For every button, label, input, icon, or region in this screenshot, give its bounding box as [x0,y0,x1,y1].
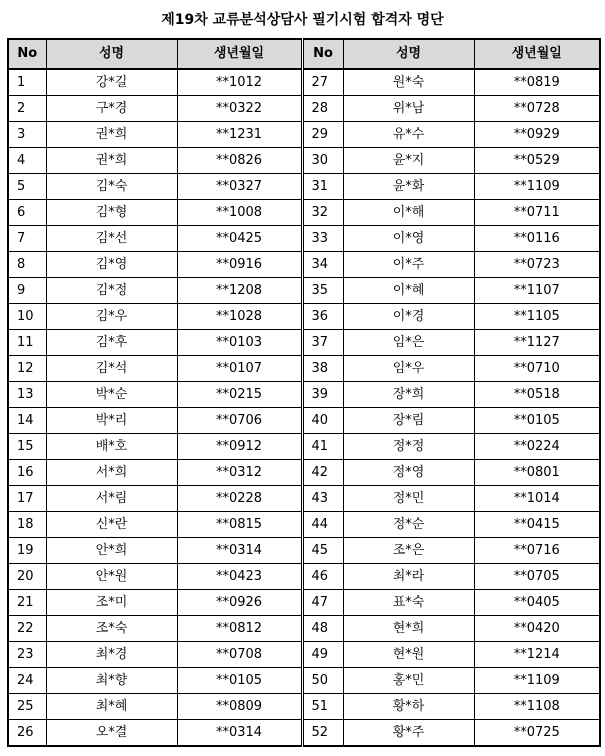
person-name: 서*림 [46,486,177,512]
row-number: 50 [302,668,343,694]
birth-date: **0706 [177,408,302,434]
row-number: 29 [302,122,343,148]
birth-date: **1014 [474,486,600,512]
birth-date: **1214 [474,642,600,668]
row-number: 48 [302,616,343,642]
table-row [8,408,600,434]
person-name: 장*림 [343,408,474,434]
table-header-row [8,39,600,69]
person-name: 김*선 [46,226,177,252]
table-row [8,590,600,616]
birth-date: **0228 [177,486,302,512]
row-number: 51 [302,694,343,720]
birth-date: **1208 [177,278,302,304]
row-number: 9 [8,278,46,304]
birth-date: **0819 [474,69,600,96]
row-number: 39 [302,382,343,408]
birth-date: **0116 [474,226,600,252]
birth-date: **0314 [177,720,302,747]
table-row [8,382,600,408]
table-row [8,486,600,512]
birth-date: **0710 [474,356,600,382]
person-name: 황*하 [343,694,474,720]
header-no-left: No [8,39,46,69]
person-name: 조*은 [343,538,474,564]
person-name: 현*희 [343,616,474,642]
row-number: 52 [302,720,343,747]
birth-date: **0723 [474,252,600,278]
table-row [8,330,600,356]
person-name: 이*해 [343,200,474,226]
person-name: 현*원 [343,642,474,668]
table-row [8,512,600,538]
row-number: 21 [8,590,46,616]
person-name: 김*숙 [46,174,177,200]
table-row [8,304,600,330]
person-name: 윤*화 [343,174,474,200]
row-number: 24 [8,668,46,694]
person-name: 김*후 [46,330,177,356]
birth-date: **0801 [474,460,600,486]
row-number: 20 [8,564,46,590]
table-row [8,356,600,382]
row-number: 17 [8,486,46,512]
table-row [8,174,600,200]
row-number: 23 [8,642,46,668]
header-no-right: No [302,39,343,69]
person-name: 오*결 [46,720,177,747]
birth-date: **1109 [474,174,600,200]
person-name: 이*경 [343,304,474,330]
table-row [8,564,600,590]
birth-date: **0529 [474,148,600,174]
table-row [8,252,600,278]
birth-date: **1028 [177,304,302,330]
birth-date: **0728 [474,96,600,122]
row-number: 34 [302,252,343,278]
row-number: 8 [8,252,46,278]
person-name: 원*숙 [343,69,474,96]
person-name: 이*영 [343,226,474,252]
person-name: 정*정 [343,434,474,460]
header-birth-right: 생년월일 [474,39,600,69]
person-name: 최*경 [46,642,177,668]
person-name: 최*향 [46,668,177,694]
row-number: 40 [302,408,343,434]
person-name: 김*석 [46,356,177,382]
birth-date: **0916 [177,252,302,278]
row-number: 35 [302,278,343,304]
person-name: 최*라 [343,564,474,590]
person-name: 정*순 [343,512,474,538]
birth-date: **0705 [474,564,600,590]
person-name: 김*정 [46,278,177,304]
birth-date: **0105 [177,668,302,694]
row-number: 28 [302,96,343,122]
header-name-right: 성명 [343,39,474,69]
birth-date: **0815 [177,512,302,538]
birth-date: **1231 [177,122,302,148]
table-row [8,668,600,694]
row-number: 37 [302,330,343,356]
birth-date: **0826 [177,148,302,174]
person-name: 안*희 [46,538,177,564]
row-number: 30 [302,148,343,174]
row-number: 1 [8,69,46,96]
table-row [8,278,600,304]
row-number: 26 [8,720,46,747]
table-row [8,460,600,486]
birth-date: **0105 [474,408,600,434]
table-row [8,538,600,564]
row-number: 47 [302,590,343,616]
birth-date: **1107 [474,278,600,304]
person-name: 권*희 [46,148,177,174]
birth-date: **0327 [177,174,302,200]
person-name: 정*영 [343,460,474,486]
birth-date: **0420 [474,616,600,642]
birth-date: **0415 [474,512,600,538]
birth-date: **0926 [177,590,302,616]
table-row [8,148,600,174]
birth-date: **0711 [474,200,600,226]
table-row [8,434,600,460]
row-number: 5 [8,174,46,200]
row-number: 25 [8,694,46,720]
row-number: 49 [302,642,343,668]
person-name: 임*은 [343,330,474,356]
person-name: 장*희 [343,382,474,408]
table-row [8,226,600,252]
birth-date: **1109 [474,668,600,694]
person-name: 유*수 [343,122,474,148]
row-number: 16 [8,460,46,486]
birth-date: **0314 [177,538,302,564]
person-name: 조*숙 [46,616,177,642]
person-name: 안*원 [46,564,177,590]
person-name: 이*혜 [343,278,474,304]
row-number: 45 [302,538,343,564]
birth-date: **0312 [177,460,302,486]
birth-date: **0423 [177,564,302,590]
person-name: 박*리 [46,408,177,434]
row-number: 18 [8,512,46,538]
row-number: 46 [302,564,343,590]
birth-date: **0725 [474,720,600,747]
birth-date: **0425 [177,226,302,252]
row-number: 31 [302,174,343,200]
passer-roster-table [7,38,601,747]
row-number: 38 [302,356,343,382]
birth-date: **0405 [474,590,600,616]
birth-date: **0215 [177,382,302,408]
person-name: 위*남 [343,96,474,122]
roster-body [8,69,600,746]
person-name: 윤*지 [343,148,474,174]
birth-date: **0809 [177,694,302,720]
table-row [8,694,600,720]
header-name-left: 성명 [46,39,177,69]
row-number: 33 [302,226,343,252]
person-name: 구*경 [46,96,177,122]
row-number: 22 [8,616,46,642]
birth-date: **1108 [474,694,600,720]
row-number: 44 [302,512,343,538]
table-row [8,642,600,668]
birth-date: **0929 [474,122,600,148]
person-name: 김*형 [46,200,177,226]
person-name: 임*우 [343,356,474,382]
row-number: 13 [8,382,46,408]
birth-date: **0518 [474,382,600,408]
row-number: 10 [8,304,46,330]
birth-date: **0107 [177,356,302,382]
row-number: 6 [8,200,46,226]
row-number: 36 [302,304,343,330]
birth-date: **0708 [177,642,302,668]
birth-date: **1012 [177,69,302,96]
row-number: 4 [8,148,46,174]
row-number: 27 [302,69,343,96]
row-number: 41 [302,434,343,460]
row-number: 3 [8,122,46,148]
table-row [8,616,600,642]
birth-date: **1105 [474,304,600,330]
person-name: 강*길 [46,69,177,96]
person-name: 권*희 [46,122,177,148]
row-number: 7 [8,226,46,252]
row-number: 32 [302,200,343,226]
birth-date: **1008 [177,200,302,226]
row-number: 43 [302,486,343,512]
table-row [8,96,600,122]
table-row [8,122,600,148]
person-name: 조*미 [46,590,177,616]
person-name: 최*혜 [46,694,177,720]
person-name: 이*주 [343,252,474,278]
person-name: 정*민 [343,486,474,512]
birth-date: **0716 [474,538,600,564]
person-name: 김*영 [46,252,177,278]
row-number: 14 [8,408,46,434]
person-name: 김*우 [46,304,177,330]
birth-date: **0322 [177,96,302,122]
row-number: 12 [8,356,46,382]
birth-date: **0224 [474,434,600,460]
header-birth-left: 생년월일 [177,39,302,69]
person-name: 황*주 [343,720,474,747]
row-number: 42 [302,460,343,486]
birth-date: **0812 [177,616,302,642]
row-number: 2 [8,96,46,122]
birth-date: **0912 [177,434,302,460]
person-name: 표*숙 [343,590,474,616]
person-name: 서*희 [46,460,177,486]
person-name: 배*호 [46,434,177,460]
row-number: 19 [8,538,46,564]
birth-date: **0103 [177,330,302,356]
page-title: 제19차 교류분석상담사 필기시험 합격자 명단 [161,12,444,28]
row-number: 15 [8,434,46,460]
table-row [8,69,600,96]
table-row [8,200,600,226]
row-number: 11 [8,330,46,356]
person-name: 홍*민 [343,668,474,694]
person-name: 신*란 [46,512,177,538]
table-row [8,720,600,747]
person-name: 박*순 [46,382,177,408]
birth-date: **1127 [474,330,600,356]
